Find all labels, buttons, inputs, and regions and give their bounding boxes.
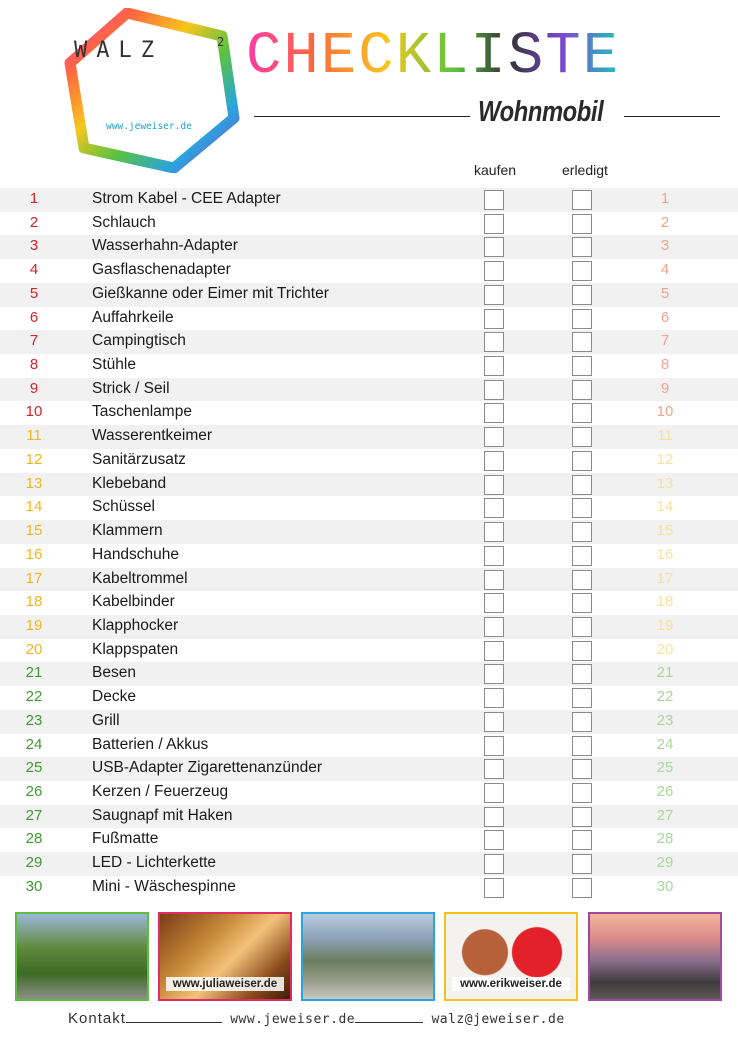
item-number-right: 1 <box>660 190 670 207</box>
item-label: Saugnapf mit Haken <box>92 806 233 824</box>
done-checkbox[interactable] <box>572 214 592 234</box>
item-number-right: 8 <box>660 356 670 374</box>
done-checkbox[interactable] <box>572 522 592 542</box>
item-number: 26 <box>25 782 43 800</box>
buy-checkbox[interactable] <box>484 190 504 210</box>
photo-caption[interactable]: www.juliaweiser.de <box>166 977 284 991</box>
done-checkbox[interactable] <box>572 475 592 495</box>
item-number: 4 <box>29 261 39 279</box>
done-checkbox[interactable] <box>572 261 592 281</box>
item-label: Schüssel <box>92 498 155 516</box>
checklist-row <box>0 662 738 686</box>
buy-checkbox[interactable] <box>484 759 504 779</box>
buy-checkbox[interactable] <box>484 712 504 732</box>
item-number: 12 <box>25 450 43 468</box>
buy-checkbox[interactable] <box>484 332 504 352</box>
buy-checkbox[interactable] <box>484 570 504 590</box>
item-label: Strick / Seil <box>92 379 170 397</box>
buy-checkbox[interactable] <box>484 783 504 803</box>
buy-checkbox[interactable] <box>484 854 504 874</box>
done-checkbox[interactable] <box>572 783 592 803</box>
done-checkbox[interactable] <box>572 664 592 684</box>
item-number-right: 19 <box>656 616 674 634</box>
done-checkbox[interactable] <box>572 830 592 850</box>
footer-website[interactable]: www.jeweiser.de <box>230 1012 356 1027</box>
subtitle-rule-left <box>254 116 470 117</box>
done-checkbox[interactable] <box>572 427 592 447</box>
done-checkbox[interactable] <box>572 712 592 732</box>
checklist-row <box>0 734 738 758</box>
item-number: 9 <box>29 379 39 397</box>
item-number-right: 27 <box>656 806 674 824</box>
item-number-right: 22 <box>656 688 674 706</box>
item-label: Mini - Wäschespinne <box>92 877 236 895</box>
done-checkbox[interactable] <box>572 736 592 756</box>
item-number-right: 4 <box>660 261 670 279</box>
done-checkbox[interactable] <box>572 593 592 613</box>
buy-checkbox[interactable] <box>484 403 504 423</box>
item-label: Kabeltrommel <box>92 569 188 587</box>
item-number: 22 <box>25 688 43 706</box>
contact-label: Kontakt <box>68 1010 126 1027</box>
item-number: 16 <box>25 545 43 563</box>
checklist-row <box>0 852 738 876</box>
item-number: 1 <box>29 190 39 207</box>
checklist-row <box>0 639 738 663</box>
item-label: Batterien / Akkus <box>92 735 209 753</box>
item-number: 8 <box>29 356 39 374</box>
item-number-right: 24 <box>656 735 674 753</box>
item-number-right: 7 <box>660 332 670 350</box>
item-label: USB-Adapter Zigarettenanzünder <box>92 759 323 777</box>
column-done-header: erledigt <box>562 162 608 178</box>
item-number-right: 21 <box>656 664 674 682</box>
item-number: 6 <box>29 308 39 326</box>
item-number-right: 29 <box>656 854 674 872</box>
logo-letters: WALZ <box>74 38 163 63</box>
checklist-row <box>0 259 738 283</box>
item-number: 27 <box>25 806 43 824</box>
checklist-row <box>0 235 738 259</box>
item-number: 10 <box>25 403 43 421</box>
photo-strip <box>0 912 738 1004</box>
item-label: Stühle <box>92 356 136 374</box>
item-label: Strom Kabel - CEE Adapter <box>92 190 281 207</box>
item-number-right: 28 <box>656 830 674 848</box>
done-checkbox[interactable] <box>572 332 592 352</box>
item-label: Handschuhe <box>92 545 180 563</box>
checklist-row <box>0 591 738 615</box>
checklist-row <box>0 757 738 781</box>
photo-camper-garden <box>15 912 149 1001</box>
checklist-row <box>0 686 738 710</box>
buy-checkbox[interactable] <box>484 522 504 542</box>
photo-erikweiser <box>444 912 578 1001</box>
buy-checkbox[interactable] <box>484 546 504 566</box>
item-number: 19 <box>25 616 43 634</box>
buy-checkbox[interactable] <box>484 664 504 684</box>
item-number-right: 10 <box>656 403 674 421</box>
item-number-right: 30 <box>656 877 674 895</box>
buy-checkbox[interactable] <box>484 285 504 305</box>
buy-checkbox[interactable] <box>484 475 504 495</box>
buy-checkbox[interactable] <box>484 451 504 471</box>
item-number-right: 9 <box>660 379 670 397</box>
buy-checkbox[interactable] <box>484 427 504 447</box>
footer-email[interactable]: walz@jeweiser.de <box>431 1012 565 1027</box>
photo-juliaweiser <box>158 912 292 1001</box>
item-label: Schlauch <box>92 213 156 231</box>
item-number: 3 <box>29 237 39 255</box>
page-subtitle: Wohnmobil <box>478 96 604 128</box>
item-number: 14 <box>25 498 43 516</box>
buy-checkbox[interactable] <box>484 593 504 613</box>
item-number: 20 <box>25 640 43 658</box>
subtitle-rule-right <box>624 116 720 117</box>
checklist-row <box>0 496 738 520</box>
done-checkbox[interactable] <box>572 190 592 210</box>
checklist-row <box>0 544 738 568</box>
buy-checkbox[interactable] <box>484 807 504 827</box>
item-number-right: 15 <box>656 522 674 540</box>
item-number-right: 16 <box>656 545 674 563</box>
item-label: Wasserentkeimer <box>92 427 213 445</box>
item-number: 29 <box>25 854 43 872</box>
item-number: 17 <box>25 569 43 587</box>
item-number-right: 23 <box>656 711 674 729</box>
done-checkbox[interactable] <box>572 854 592 874</box>
item-number-right: 14 <box>656 498 674 516</box>
item-number-right: 17 <box>656 569 674 587</box>
checklist-row <box>0 378 738 402</box>
column-buy-header: kaufen <box>474 162 517 178</box>
page-title: CHECKLISTE <box>246 23 621 90</box>
done-checkbox[interactable] <box>572 688 592 708</box>
item-number: 21 <box>25 664 43 682</box>
item-number: 15 <box>25 522 43 540</box>
logo-url: www.jeweiser.de <box>106 121 192 132</box>
buy-checkbox[interactable] <box>484 498 504 518</box>
buy-checkbox[interactable] <box>484 878 504 898</box>
done-checkbox[interactable] <box>572 309 592 329</box>
item-label: Gasflaschenadapter <box>92 261 231 279</box>
checklist-row <box>0 449 738 473</box>
item-label: Klapphocker <box>92 616 179 634</box>
done-checkbox[interactable] <box>572 617 592 637</box>
item-label: Kabelbinder <box>92 593 175 611</box>
item-number: 5 <box>29 284 39 302</box>
buy-checkbox[interactable] <box>484 214 504 234</box>
checklist-row <box>0 828 738 852</box>
item-number-right: 6 <box>660 308 670 326</box>
item-label: Sanitärzusatz <box>92 450 186 468</box>
done-checkbox[interactable] <box>572 641 592 661</box>
checklist-row <box>0 805 738 829</box>
done-checkbox[interactable] <box>572 570 592 590</box>
buy-checkbox[interactable] <box>484 261 504 281</box>
buy-checkbox[interactable] <box>484 237 504 257</box>
photo-caption[interactable]: www.erikweiser.de <box>452 977 570 991</box>
item-number: 2 <box>29 213 39 231</box>
checklist-row <box>0 354 738 378</box>
buy-checkbox[interactable] <box>484 309 504 329</box>
buy-checkbox[interactable] <box>484 380 504 400</box>
done-checkbox[interactable] <box>572 878 592 898</box>
item-label: Campingtisch <box>92 332 186 350</box>
done-checkbox[interactable] <box>572 807 592 827</box>
checklist-row <box>0 188 738 212</box>
item-label: LED - Lichterkette <box>92 854 217 872</box>
item-number: 23 <box>25 711 43 729</box>
buy-checkbox[interactable] <box>484 356 504 376</box>
item-label: Wasserhahn-Adapter <box>92 237 238 255</box>
done-checkbox[interactable] <box>572 356 592 376</box>
item-number: 30 <box>25 877 43 895</box>
buy-checkbox[interactable] <box>484 736 504 756</box>
done-checkbox[interactable] <box>572 759 592 779</box>
done-checkbox[interactable] <box>572 380 592 400</box>
buy-checkbox[interactable] <box>484 641 504 661</box>
checklist-row <box>0 307 738 331</box>
done-checkbox[interactable] <box>572 546 592 566</box>
done-checkbox[interactable] <box>572 451 592 471</box>
item-label: Gießkanne oder Eimer mit Trichter <box>92 284 329 302</box>
checklist-row <box>0 520 738 544</box>
item-number-right: 12 <box>656 450 674 468</box>
checklist-row <box>0 473 738 497</box>
checklist <box>0 188 738 900</box>
item-label: Klebeband <box>92 474 167 492</box>
checklist-row <box>0 212 738 236</box>
item-label: Decke <box>92 688 136 706</box>
item-number: 13 <box>25 474 43 492</box>
item-number: 7 <box>29 332 39 350</box>
checklist-row <box>0 876 738 900</box>
item-number: 25 <box>25 759 43 777</box>
checklist-row <box>0 425 738 449</box>
buy-checkbox[interactable] <box>484 688 504 708</box>
item-number-right: 20 <box>656 640 674 658</box>
checklist-row <box>0 330 738 354</box>
checklist-row <box>0 568 738 592</box>
item-number: 11 <box>26 427 42 445</box>
checklist-row <box>0 615 738 639</box>
checklist-row <box>0 781 738 805</box>
done-checkbox[interactable] <box>572 498 592 518</box>
checklist-row <box>0 283 738 307</box>
checklist-row <box>0 401 738 425</box>
buy-checkbox[interactable] <box>484 617 504 637</box>
item-number: 24 <box>25 735 43 753</box>
item-number: 28 <box>25 830 43 848</box>
item-label: Grill <box>92 711 120 729</box>
logo-superscript: 2 <box>217 35 225 49</box>
item-number-right: 13 <box>656 474 674 492</box>
footer <box>68 1010 565 1027</box>
checklist-row <box>0 710 738 734</box>
item-number-right: 18 <box>656 593 674 611</box>
item-number: 18 <box>25 593 43 611</box>
item-number-right: 5 <box>660 284 670 302</box>
item-label: Klammern <box>92 522 163 540</box>
item-number-right: 25 <box>656 759 674 777</box>
item-label: Kerzen / Feuerzeug <box>92 782 229 800</box>
buy-checkbox[interactable] <box>484 830 504 850</box>
item-label: Auffahrkeile <box>92 308 174 326</box>
walz-logo <box>62 8 240 173</box>
done-checkbox[interactable] <box>572 237 592 257</box>
photo-camper-sunset <box>588 912 722 1001</box>
item-label: Besen <box>92 664 136 682</box>
item-number-right: 26 <box>656 782 674 800</box>
item-label: Taschenlampe <box>92 403 192 421</box>
item-label: Fußmatte <box>92 830 159 848</box>
photo-camper-mountains <box>301 912 435 1001</box>
item-number-right: 3 <box>660 237 670 255</box>
item-number-right: 2 <box>660 213 670 231</box>
done-checkbox[interactable] <box>572 403 592 423</box>
item-label: Klappspaten <box>92 640 179 658</box>
item-number-right: 11 <box>657 427 673 445</box>
done-checkbox[interactable] <box>572 285 592 305</box>
